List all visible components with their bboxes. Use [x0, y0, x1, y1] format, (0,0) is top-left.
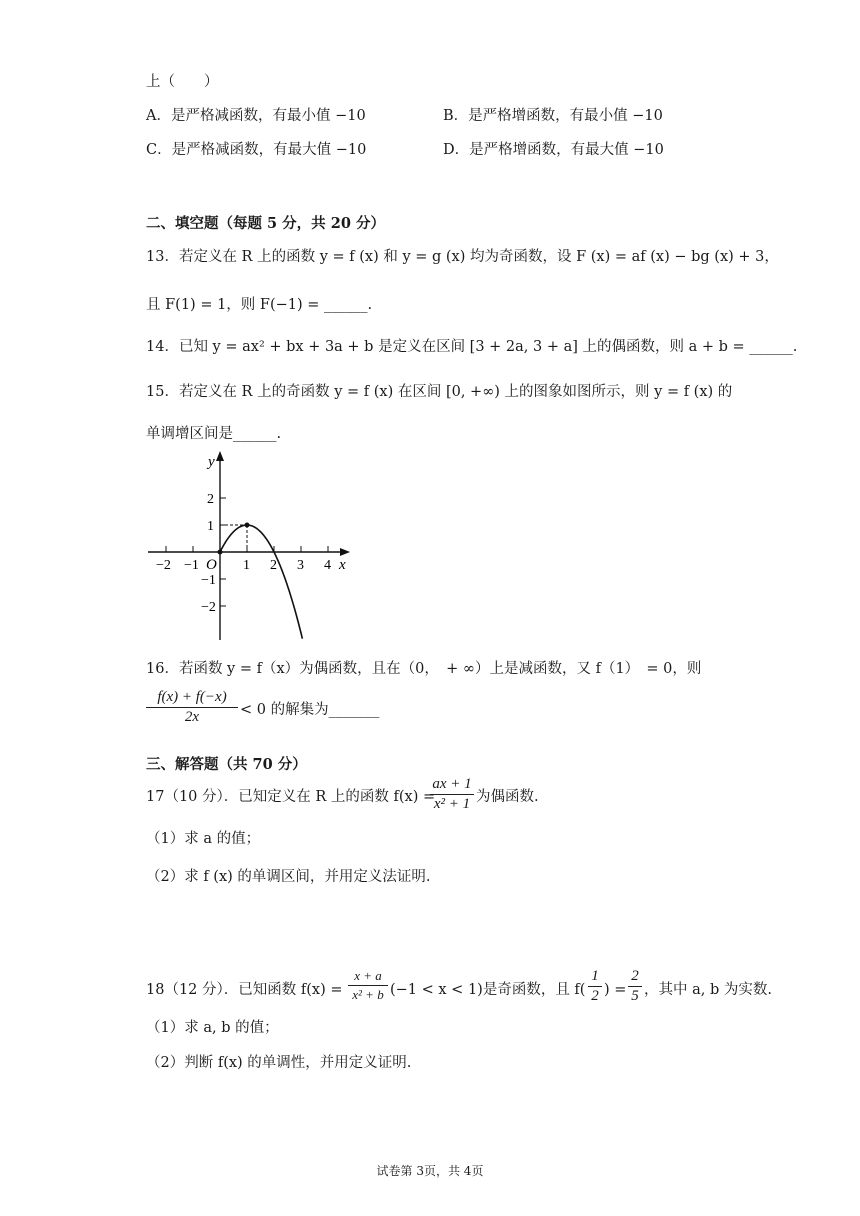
q17-part2: （2）求 f (x) 的单调区间，并用定义法证明. — [146, 869, 431, 885]
section-3-heading: 三、解答题（共 70 分） — [146, 756, 307, 773]
section-2-heading: 二、填空题（每题 5 分，共 20 分） — [146, 215, 385, 232]
origin-point — [218, 550, 223, 555]
x-tick-2: 2 — [270, 558, 277, 573]
x-tick-neg1: −1 — [184, 558, 199, 573]
q17-part1: （1）求 a 的值； — [146, 831, 261, 847]
q18-frac3-numerator: 2 — [631, 968, 639, 984]
x-tick-neg2: −2 — [156, 558, 171, 573]
q18-fraction-3 — [628, 968, 642, 1005]
q18-frac1-numerator: x + a — [354, 968, 382, 983]
y-tick-2: 2 — [207, 492, 214, 507]
y-axis-label: y — [208, 454, 215, 470]
x-tick-3: 3 — [297, 558, 304, 573]
page-footer: 试卷第 3页，共 4页 — [376, 1164, 484, 1178]
x-axis-label: x — [339, 557, 346, 573]
q18-frac2-numerator: 1 — [591, 968, 599, 984]
function-curve — [220, 525, 302, 639]
q12-option-a: A．是严格减函数，有最小值 −10 — [146, 108, 366, 124]
q17-frac-numerator: ax + 1 — [432, 776, 472, 792]
q16-line1: 16．若函数 y = f（x）为偶函数，且在（0， + ∞）上是减函数，又 f（1） = 0，则 — [146, 661, 702, 677]
q18-stem-mid2: ) = — [604, 982, 627, 998]
q12-option-c: C．是严格减函数，有最大值 −10 — [146, 142, 367, 158]
q18-part1: （1）求 a, b 的值； — [146, 1020, 279, 1036]
q17-stem-after: 为偶函数. — [476, 789, 539, 805]
q13-line2: 且 F(1) = 1，则 F(−1) = ______. — [146, 297, 373, 313]
q17-stem-before: 17（10 分）．已知定义在 R 上的函数 f(x) = — [146, 789, 436, 805]
q16-fraction — [146, 689, 238, 726]
q18-part2: （2）判断 f(x) 的单调性，并用定义证明. — [146, 1055, 412, 1071]
origin-label: O — [206, 557, 217, 573]
q16-after: < 0 的解集为_______ — [240, 702, 380, 718]
q16-frac-numerator: f(x) + f(−x) — [157, 689, 227, 705]
q17-frac-denominator: x² + 1 — [433, 796, 471, 812]
q15-line2: 单调增区间是______. — [146, 426, 282, 442]
q18-stem-after: ，其中 a, b 为实数. — [644, 982, 772, 998]
q17-fraction — [430, 776, 474, 813]
x-axis-arrow — [340, 548, 350, 556]
q16-frac-denominator: 2x — [184, 709, 200, 725]
q18-stem-mid: (−1 < x < 1)是奇函数，且 f( — [390, 982, 586, 998]
vertex-point — [245, 523, 250, 528]
q12-option-b: B．是严格增函数，有最小值 −10 — [443, 108, 663, 124]
y-tick-1: 1 — [207, 519, 214, 534]
q13-line1: 13．若定义在 R 上的函数 y = f (x) 和 y = g (x) 均为奇函数，设 F (x) = af (x) − bg (x) + 3， — [146, 249, 779, 265]
q18-fraction-2 — [588, 968, 602, 1005]
q18-stem-before: 18（12 分）．已知函数 f(x) = — [146, 982, 343, 998]
x-tick-4: 4 — [324, 558, 331, 573]
y-axis-arrow — [216, 451, 224, 461]
q12-option-d: D．是严格增函数，有最大值 −10 — [443, 142, 664, 158]
x-tick-1: 1 — [243, 558, 250, 573]
q15-function-graph — [140, 446, 365, 646]
q18-frac1-denominator: x² + b — [352, 987, 384, 1002]
q14-text: 14．已知 y = ax² + bx + 3a + b 是定义在区间 [3 + 2a, 3 + a] 上的偶函数，则 a + b = ______. — [146, 339, 798, 355]
q15-line1: 15．若定义在 R 上的奇函数 y = f (x) 在区间 [0, +∞) 上的图象如图所示，则 y = f (x) 的 — [146, 384, 733, 400]
q18-frac2-denominator: 2 — [591, 988, 599, 1004]
y-tick-neg1: −1 — [201, 573, 216, 588]
y-tick-neg2: −2 — [201, 600, 216, 615]
q18-fraction-1 — [348, 968, 388, 1003]
q18-frac3-denominator: 5 — [631, 988, 639, 1004]
q12-tail: 上（ ） — [146, 74, 219, 90]
